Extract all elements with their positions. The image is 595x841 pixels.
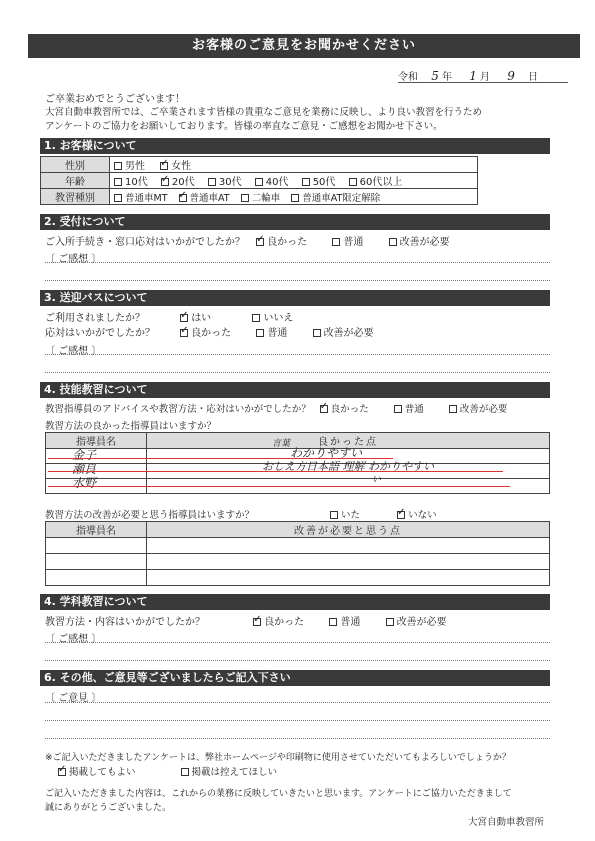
s4b-improve-checkbox[interactable]	[386, 618, 394, 626]
s2-good-checkbox[interactable]	[256, 238, 264, 246]
s2-normal-label: 普通	[343, 237, 364, 248]
s3-normal-label: 普通	[267, 328, 288, 339]
good-name-2: 瀬良	[72, 462, 97, 476]
course-bike-label: 二輪車	[251, 192, 281, 204]
s4b-good-checkbox[interactable]	[253, 618, 261, 626]
s2-normal-checkbox[interactable]	[332, 238, 340, 246]
consent-no-checkbox[interactable]	[181, 768, 189, 776]
s4-q1-text: 教習指導員のアドバイスや教習方法・応対はいかがでしたか？	[45, 404, 311, 415]
gender-female-label: 女性	[171, 161, 192, 172]
s3-normal-checkbox[interactable]	[256, 329, 264, 337]
age-30-label: 30代	[218, 177, 242, 188]
course-at-checkbox[interactable]	[179, 194, 187, 202]
s4b-improve-label: 改善が必要	[396, 617, 447, 628]
s4-q1	[45, 401, 507, 415]
date-month: 1	[469, 69, 477, 83]
closing-line-1: ご記入いただきました内容は、これからの業務に反映していきたいと思います。アンケートにご協力いただきまして	[45, 789, 512, 799]
s4b-comment-line-2[interactable]	[45, 660, 550, 661]
s4-q3	[45, 507, 437, 521]
section-1-header: 1. お客様について	[40, 138, 550, 154]
s4b-question-text: 教習方法・内容はいかがでしたか？	[45, 617, 205, 628]
section-3-header: 3. 送迎バスについて	[40, 290, 550, 306]
s4-bad-yes-label: いた	[341, 510, 361, 521]
age-10-label: 10代	[125, 177, 148, 188]
s3-q1	[45, 309, 293, 324]
s2-comment-line-1[interactable]	[45, 262, 550, 263]
s4b-comment-label: 〔 ご感想 〕	[45, 634, 102, 645]
row-age	[41, 173, 478, 189]
s4-improve-checkbox[interactable]	[449, 405, 457, 413]
s6-comment-line-3[interactable]	[45, 738, 550, 739]
s4-normal-label: 普通	[404, 404, 424, 415]
bad-instructor-table	[45, 521, 550, 586]
s3-comment-label: 〔 ご感想 〕	[45, 346, 102, 357]
age-20-checkbox[interactable]	[161, 178, 169, 186]
gender-male-label: 男性	[125, 161, 145, 172]
age-40-checkbox[interactable]	[255, 178, 263, 186]
age-10-checkbox[interactable]	[114, 178, 122, 186]
label-course: 教習種別	[41, 189, 110, 205]
s3-improve-label: 改善が必要	[323, 328, 374, 339]
s3-good-checkbox[interactable]	[180, 329, 188, 337]
s6-comment-line-2[interactable]	[45, 720, 550, 721]
good-name-3: 水野	[72, 476, 97, 490]
s4-bad-no-checkbox[interactable]	[397, 511, 405, 519]
good-name-1: 金子	[72, 448, 97, 462]
course-at-lift-label: 普通車AT限定解除	[302, 192, 381, 204]
age-60-checkbox[interactable]	[349, 178, 357, 186]
s4-improve-label: 改善が必要	[459, 404, 508, 415]
row-gender	[41, 157, 478, 173]
s3-good-label: 良かった	[191, 328, 232, 339]
s2-comment-line-2[interactable]	[45, 280, 550, 281]
bad-row-1	[46, 538, 550, 554]
date-underline	[398, 82, 568, 83]
red-underline-1	[48, 458, 393, 459]
section-2-header: 2. 受付について	[40, 214, 550, 230]
consent-yes-checkbox[interactable]	[58, 768, 66, 776]
s2-comment-label: 〔 ご感想 〕	[45, 254, 102, 265]
date-day-unit: 日	[528, 72, 539, 83]
s2-good-label: 良かった	[267, 237, 308, 248]
signature: 大宮自動車教習所	[468, 817, 545, 828]
s4-good-checkbox[interactable]	[320, 405, 328, 413]
s4-q2: 教習方法の良かった指導員はいますか？	[45, 421, 217, 432]
s6-comment-line-1[interactable]	[45, 702, 550, 703]
s4-q3-text: 教習方法の改善が必要と思う指導員はいますか？	[45, 510, 255, 521]
closing-line-2: 誠にありがとうございました。	[45, 803, 172, 813]
course-at-lift-checkbox[interactable]	[291, 194, 299, 202]
gender-male-checkbox[interactable]	[114, 162, 122, 170]
good-point-1: わかりやすい	[290, 446, 363, 460]
date-line	[398, 68, 538, 83]
good-header-point: 良かった点	[147, 433, 550, 449]
course-mt-checkbox[interactable]	[114, 194, 122, 202]
s3-comment-line-1[interactable]	[45, 354, 550, 355]
date-era: 令和	[398, 72, 418, 83]
age-20-label: 20代	[171, 177, 195, 188]
s3-q1-text: ご利用されましたか？	[45, 313, 145, 324]
s2-improve-label: 改善が必要	[399, 237, 450, 248]
age-40-label: 40代	[265, 177, 289, 188]
intro-line-1: ご卒業おめでとうございます！	[45, 94, 185, 105]
s3-yes-checkbox[interactable]	[180, 314, 188, 322]
date-year-unit: 年	[442, 72, 453, 83]
good-point-2: おしえ方日本語 理解 わかりやすい	[262, 460, 434, 473]
row-course	[41, 189, 478, 205]
s4b-comment-line-1[interactable]	[45, 642, 550, 643]
good-point-3: い	[372, 475, 382, 485]
red-underline-2	[48, 471, 503, 472]
bad-row-3	[46, 570, 550, 586]
s3-improve-checkbox[interactable]	[313, 329, 321, 337]
date-day: 9	[507, 69, 515, 83]
form-title: お客様のご意見をお聞かせください	[28, 34, 580, 58]
s2-question-text: ご入所手続き・窓口応対はいかがでしたか？	[45, 237, 245, 248]
s3-no-checkbox[interactable]	[252, 314, 260, 322]
s3-comment-line-2[interactable]	[45, 372, 550, 373]
s4-normal-checkbox[interactable]	[394, 405, 402, 413]
age-50-label: 50代	[312, 177, 336, 188]
s4-bad-yes-checkbox[interactable]	[330, 511, 338, 519]
date-month-unit: 月	[480, 72, 491, 83]
gender-female-checkbox[interactable]	[160, 162, 168, 170]
section-4-header: 4. 技能教習について	[40, 382, 550, 398]
s6-comment-label: 〔 ご意見 〕	[45, 693, 102, 704]
intro-line-3: アンケートのご協力をお願いしております。皆様の率直なご意見・ご感想をお聞かせ下さい。	[45, 121, 443, 132]
course-at-label: 普通車AT	[189, 192, 230, 204]
s4-bad-no-label: いない	[408, 510, 437, 521]
good-note: 言葉	[272, 439, 291, 449]
course-bike-checkbox[interactable]	[241, 194, 249, 202]
date-year: 5	[431, 69, 439, 83]
age-30-checkbox[interactable]	[208, 178, 216, 186]
consent-yes-label: 掲載してもよい	[69, 767, 136, 778]
s3-q2-text: 応対はいかがでしたか？	[45, 328, 155, 339]
age-50-checkbox[interactable]	[302, 178, 310, 186]
s4b-normal-checkbox[interactable]	[329, 618, 337, 626]
age-60-label: 60代以上	[359, 177, 403, 188]
section-6-header: 6. その他、ご意見等ございましたらご記入下さい	[40, 670, 550, 686]
s4-good-label: 良かった	[330, 404, 369, 415]
s2-improve-checkbox[interactable]	[389, 238, 397, 246]
bad-header-row	[46, 522, 550, 538]
red-underline-3	[48, 486, 510, 487]
s3-q2	[45, 324, 374, 339]
consent-text: ※ご記入いただきましたアンケートは、弊社ホームページや印刷物に使用させていただいてもよろしいでしょうか？	[45, 753, 511, 763]
s3-yes-label: はい	[191, 313, 212, 324]
bad-header-point: 改善が必要と思う点	[147, 522, 550, 538]
intro-line-2: 大宮自動車教習所では、ご卒業されます皆様の貴重なご意見を業務に反映し、より良い教習を行うため	[45, 107, 483, 118]
bad-row-2	[46, 554, 550, 570]
label-gender: 性別	[41, 157, 110, 173]
bad-header-name: 指導員名	[46, 522, 147, 538]
s4b-good-label: 良かった	[264, 617, 305, 628]
customer-info-table	[40, 156, 478, 205]
good-header-name: 指導員名	[46, 433, 147, 449]
section-4b-header: 4. 学科教習について	[40, 594, 550, 610]
s2-question	[45, 233, 450, 248]
course-mt-label: 普通車MT	[125, 192, 168, 204]
consent-no-label: 掲載は控えてほしい	[191, 767, 278, 778]
s4b-question	[45, 613, 447, 628]
label-age: 年齢	[41, 173, 110, 189]
s4b-normal-label: 普通	[340, 617, 361, 628]
consent-options	[58, 764, 277, 778]
s3-no-label: いいえ	[263, 313, 294, 324]
